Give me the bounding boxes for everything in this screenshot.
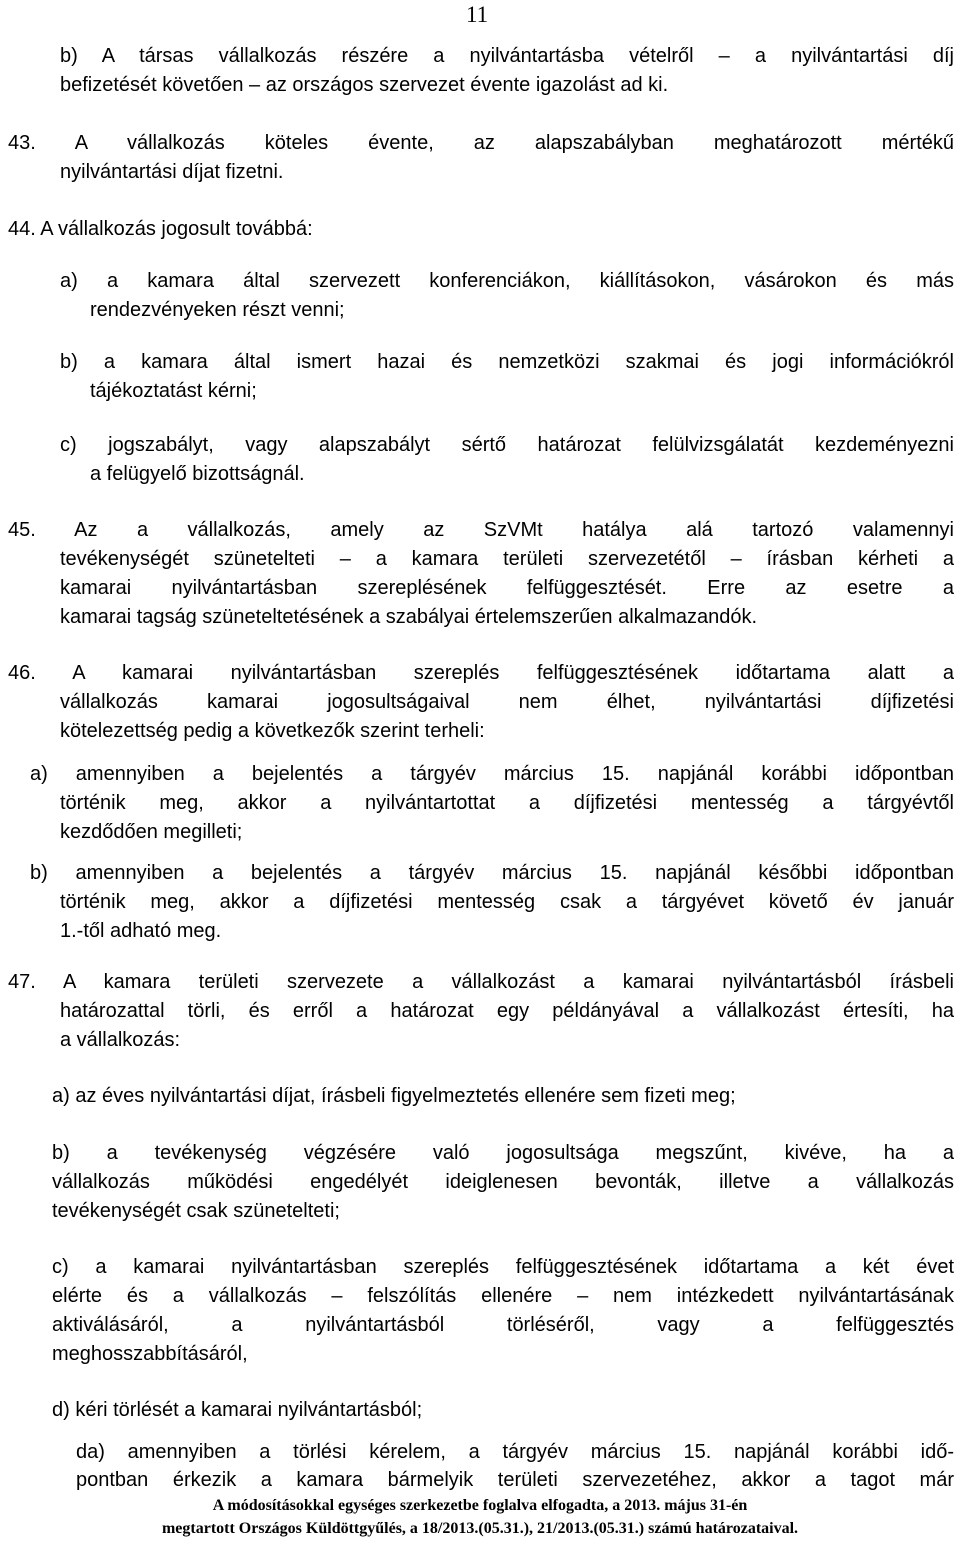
text-line: tevékenységét szünetelteti – a kamara területi szervezetétől – írásban kérheti a bbox=[60, 548, 954, 570]
text-line: határozattal törli, és erről a határozat egy példányával a vállalkozást értesíti, ha bbox=[60, 1000, 954, 1022]
text-line: történik meg, akkor a díjfizetési mentesség csak a tárgyévet követő év január bbox=[60, 891, 954, 913]
page-number: 11 bbox=[466, 2, 489, 27]
text-line: da) amennyiben a törlési kérelem, a tárgyév március 15. napjánál korábbi idő- bbox=[76, 1441, 954, 1463]
text-line: a felügyelő bizottságnál. bbox=[90, 463, 305, 485]
text-line: elérte és a vállalkozás – felszólítás ellenére – nem intézkedett nyilvántartásának bbox=[52, 1285, 954, 1307]
text-line: c) a kamarai nyilvántartásban szereplés felfüggesztésének időtartama a két évet bbox=[52, 1256, 954, 1278]
text-line: tevékenységét csak szünetelteti; bbox=[52, 1200, 340, 1222]
text-line: kamarai nyilvántartásban szereplésének felfüggesztését. Erre az esetre a bbox=[60, 577, 954, 599]
text-line: a vállalkozás: bbox=[60, 1029, 181, 1051]
text-line: tájékoztatást kérni; bbox=[90, 380, 257, 402]
text-line: kezdődően megilleti; bbox=[60, 821, 243, 843]
text-line: b) a tevékenység végzésére való jogosultsága megszűnt, kivéve, ha a bbox=[52, 1142, 954, 1164]
text-line: 43. A vállalkozás köteles évente, az alapszabályban meghatározott mértékű bbox=[8, 132, 954, 154]
text-line: kötelezettség pedig a következők szerint terheli: bbox=[60, 720, 485, 742]
text-line: 1.-től adható meg. bbox=[60, 920, 222, 942]
footer-line-1: A módosításokkal egységes szerkezetbe foglalva elfogadta, a 2013. május 31-én bbox=[212, 1497, 748, 1514]
text-line: befizetését követően – az országos szervezet évente igazolást ad ki. bbox=[60, 74, 669, 96]
text-line: a) a kamara által szervezett konferenciákon, kiállításokon, vásárokon és más bbox=[60, 270, 954, 292]
text-line: vállalkozás kamarai jogosultságaival nem élhet, nyilvántartási díjfizetési bbox=[60, 691, 954, 713]
text-line: d) kéri törlését a kamarai nyilvántartásból; bbox=[52, 1399, 423, 1421]
text-line: a) amennyiben a bejelentés a tárgyév március 15. napjánál korábbi időpontban bbox=[30, 763, 954, 785]
text-line: aktiválásáról, a nyilvántartásból törléséről, vagy a felfüggesztés bbox=[52, 1314, 954, 1336]
text-line: b) amennyiben a bejelentés a tárgyév március 15. napjánál későbbi időpontban bbox=[30, 862, 954, 884]
footer-line-2: megtartott Országos Küldöttgyűlés, a 18/2013.(05.31.), 21/2013.(05.31.) számú határozataival. bbox=[161, 1520, 799, 1537]
text-line: kamarai tagság szüneteltetésének a szabályai értelemszerűen alkalmazandók. bbox=[60, 606, 758, 628]
text-line: rendezvényeken részt venni; bbox=[90, 299, 345, 321]
text-line: vállalkozás működési engedélyét ideiglenesen bevonták, illetve a vállalkozás bbox=[52, 1171, 954, 1193]
text-line: 47. A kamara területi szervezete a vállalkozást a kamarai nyilvántartásból írásbeli bbox=[8, 971, 954, 993]
text-line: 45. Az a vállalkozás, amely az SzVMt hatálya alá tartozó valamennyi bbox=[8, 519, 954, 541]
text-line: b) a kamara által ismert hazai és nemzetközi szakmai és jogi információkról bbox=[60, 351, 954, 373]
text-line: a) az éves nyilvántartási díjat, írásbeli figyelmeztetés ellenére sem fizeti meg; bbox=[52, 1085, 736, 1107]
text-line: történik meg, akkor a nyilvántartottat a díjfizetési mentesség a tárgyévtől bbox=[60, 792, 954, 814]
text-line: 44. A vállalkozás jogosult továbbá: bbox=[8, 218, 313, 240]
text-line: c) jogszabályt, vagy alapszabályt sértő határozat felülvizsgálatát kezdeményezni bbox=[60, 434, 954, 456]
text-line: meghosszabbításáról, bbox=[52, 1343, 248, 1365]
text-line: nyilvántartási díjat fizetni. bbox=[60, 161, 284, 183]
text-line: b) A társas vállalkozás részére a nyilvántartásba vételről – a nyilvántartási díj bbox=[60, 45, 954, 67]
text-line: 46. A kamarai nyilvántartásban szereplés felfüggesztésének időtartama alatt a bbox=[8, 662, 954, 684]
text-line: pontban érkezik a kamara bármelyik területi szervezetéhez, akkor a tagot már bbox=[76, 1469, 954, 1491]
